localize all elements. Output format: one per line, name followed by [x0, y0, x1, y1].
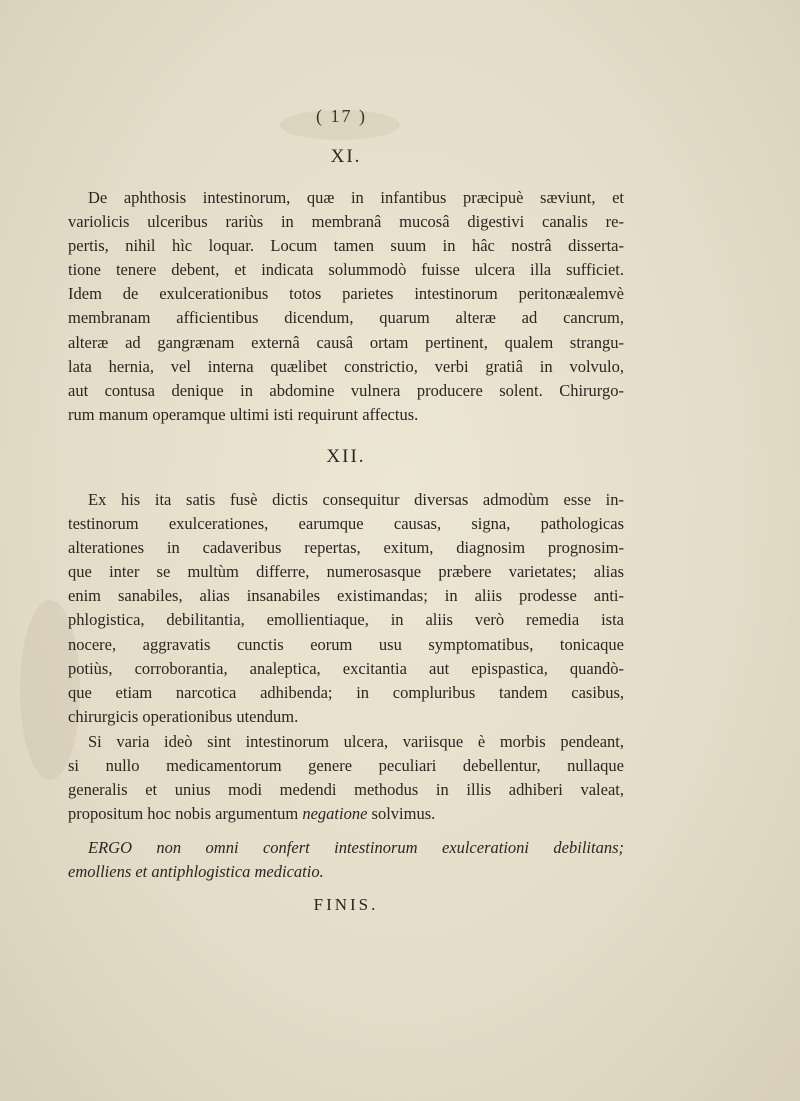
text-line: Si varia ideò sint intestinorum ulcera, variisque è morbis pendeant, [88, 732, 624, 751]
section-heading-xi: XI. [330, 146, 362, 167]
text-line: que etiam narcotica adhibenda; in compluribus tandem casibus, [68, 682, 624, 702]
text-segment: propositum hoc nobis argumentum [68, 804, 303, 824]
text-line: phlogistica, debilitantia, emollientiaque, in aliis verò remedia ista [68, 610, 624, 630]
text-line: variolicis ulceribus rariùs in membranâ mucosâ digestivi canalis re- [68, 212, 624, 232]
finis-label: FINIS. [313, 895, 379, 914]
section-xi-paragraph [68, 186, 624, 427]
text-line: testinorum exulcerationes, earumque causas, signa, pathologicas [68, 514, 624, 534]
text-line: chirurgicis operationibus utendum. [68, 706, 299, 726]
text-segment: solvimus. [367, 804, 436, 824]
conclusion-statement [68, 836, 624, 884]
text-line: aut contusa denique in abdomine vulnera producere solent. Chirurgo- [68, 380, 624, 400]
text-line: nocere, aggravatis cunctis eorum usu symptomatibus, tonicaque [68, 634, 624, 654]
text-line: Ex his ita satis fusè dictis consequitur diversas admodùm esse in- [88, 490, 624, 509]
conclusion-line: ERGO non omni confert intestinorum exulcerationi debilitans; [88, 838, 624, 857]
text-line: rum manum operamque ultimi isti requirunt affectus. [68, 404, 419, 424]
text-line: alteræ ad gangrænam externâ causâ ortam pertinent, qualem strangu- [68, 332, 624, 352]
text-line: Idem de exulcerationibus totos parietes intestinorum peritonæalemvè [68, 284, 624, 304]
text-line: que inter se multùm differre, numerosasque præbere varietates; alias [68, 562, 624, 582]
text-line: membranam afficientibus dicendum, quarum alteræ ad cancrum, [68, 308, 624, 328]
text-line: potiùs, corroborantia, analeptica, excitantia aut epispastica, quandò- [68, 658, 624, 678]
text-line: alterationes in cadaveribus repertas, exitum, diagnosim prognosim- [68, 538, 624, 558]
conclusion-line: emolliens et antiphlogistica medicatio. [68, 862, 324, 882]
page-number: ( 17 ) [316, 106, 367, 126]
emphasized-word: negatione [302, 804, 368, 824]
section-heading-xii: XII. [326, 446, 366, 467]
section-xii-paragraph-2 [68, 730, 624, 826]
text-line: pertis, nihil hìc loquar. Locum tamen suum in hâc nostrâ disserta- [68, 236, 624, 256]
text-line: enim sanabiles, alias insanabiles existimandas; in aliis prodesse anti- [68, 586, 624, 606]
text-line: si nullo medicamentorum genere peculiari debellentur, nullaque [68, 756, 624, 776]
text-line: lata hernia, vel interna quælibet constrictio, verbi gratiâ in volvulo, [68, 356, 624, 376]
text-line: De aphthosis intestinorum, quæ in infantibus præcipuè sæviunt, et [88, 188, 624, 207]
text-line [68, 802, 624, 826]
section-xii-paragraph-1 [68, 488, 624, 729]
text-line: tione tenere debent, et indicata solummodò fuisse ulcera illa sufficiet. [68, 260, 624, 280]
text-line: generalis et unius modi medendi methodus in illis adhiberi valeat, [68, 780, 624, 800]
